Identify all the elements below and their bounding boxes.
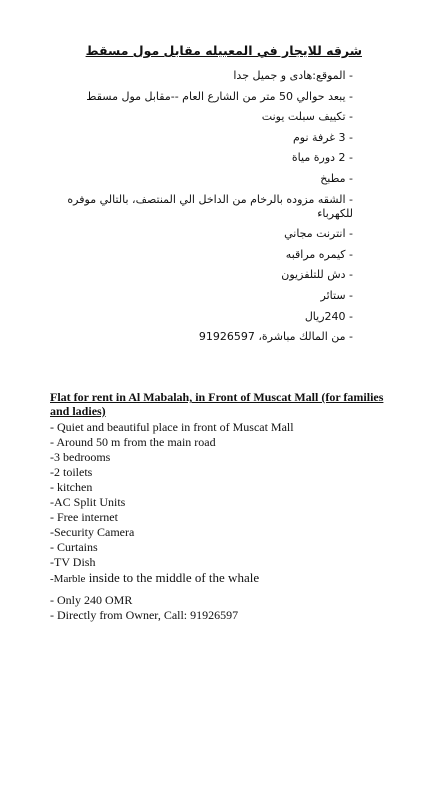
arabic-item-price: - 240ريال <box>304 309 353 323</box>
arabic-ad-section <box>40 42 362 351</box>
arabic-item-curtains: - ستائر <box>320 288 353 302</box>
english-item-price: - Only 240 OMR <box>50 593 133 607</box>
english-item-kitchen: - kitchen <box>50 480 93 494</box>
arabic-item-camera: - كيمره مراقبه <box>285 247 353 261</box>
arabic-item-internet: - انترنت مجاني <box>284 227 353 241</box>
english-item-bedrooms: -3 bedrooms <box>50 450 111 464</box>
english-item-tv-dish: -TV Dish <box>50 555 96 569</box>
english-item-camera: -Security Camera <box>50 525 135 539</box>
english-item-marble <box>50 570 394 587</box>
arabic-item-marble: - الشقه مزوده بالرخام من الداخل الي المنتصف، بالتالي موفره للكهرباء <box>67 192 353 220</box>
english-item-location: - Quiet and beautiful place in front of Muscat Mall <box>50 420 294 434</box>
english-item-marble-prefix: -Marble <box>50 573 86 585</box>
arabic-item-bedrooms: - 3 غرفة نوم <box>293 130 353 144</box>
arabic-item-distance: - يبعد حوالي 50 متر من الشارع العام --مقابل مول مسقط <box>86 89 353 103</box>
english-item-contact: - Directly from Owner, Call: 91926597 <box>50 608 239 622</box>
arabic-item-bathrooms: - 2 دورة مياة <box>291 151 353 165</box>
arabic-item-location: - الموقع:هادى و جميل جدا <box>233 69 353 82</box>
arabic-item-kitchen: - مطبخ <box>320 171 353 185</box>
arabic-item-tv-dish: - دش للتلفزيون <box>281 268 353 282</box>
english-ad-title: Flat for rent in Al Mabalah, in Front of Muscat Mall (for families and ladies) <box>50 390 384 418</box>
english-feature-list <box>50 420 394 623</box>
arabic-item-contact: - من المالك مباشرة، 91926597 <box>198 330 353 344</box>
arabic-item-ac: - تكييف سبلت يونت <box>261 110 353 124</box>
english-item-ac: -AC Split Units <box>50 495 126 509</box>
english-item-curtains: - Curtains <box>50 540 98 554</box>
english-item-internet: - Free internet <box>50 510 118 524</box>
english-item-distance: - Around 50 m from the main road <box>50 435 216 449</box>
english-item-toilets: -2 toilets <box>50 465 93 479</box>
english-item-marble-rest: inside to the middle of the whale <box>85 570 260 585</box>
arabic-feature-list <box>40 69 362 344</box>
english-ad-section <box>50 390 394 623</box>
arabic-ad-title: شرقه للايجار في المعبيله مقابل مول مسقط <box>85 43 362 58</box>
